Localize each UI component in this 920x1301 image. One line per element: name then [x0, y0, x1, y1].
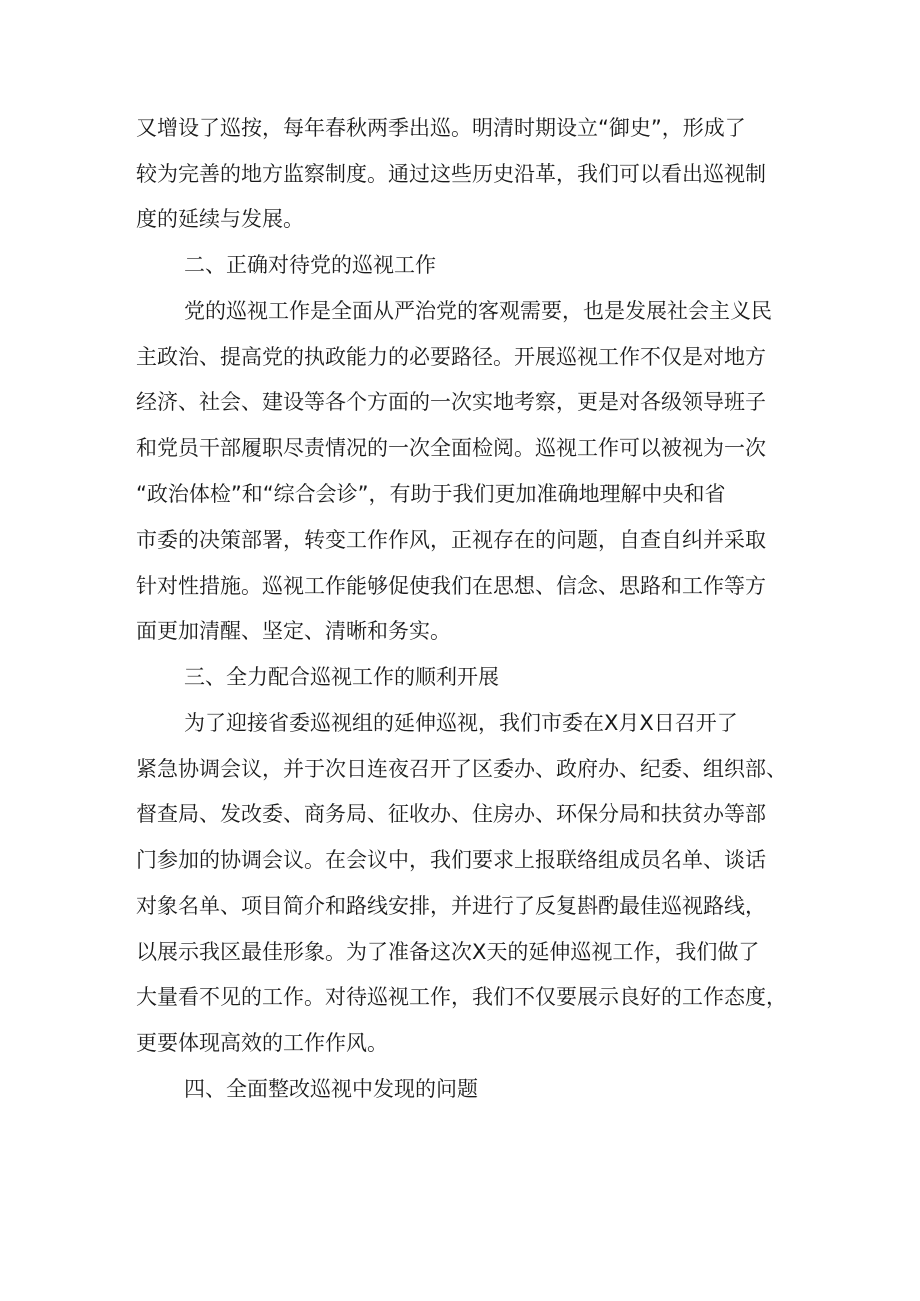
- body-text-line: 大量看不见的工作。对待巡视工作，我们不仅要展示良好的工作态度，: [136, 985, 787, 1009]
- body-text-line: 为了迎接省委巡视组的延伸巡视，我们市委在X月X日召开了: [184, 711, 738, 735]
- body-text-line: 又增设了巡按，每年春秋两季出巡。明清时期设立“御史”，形成了: [136, 116, 746, 140]
- section-heading: 二、正确对待党的巡视工作: [184, 253, 436, 277]
- body-text-line: 对象名单、项目简介和路线安排，并进行了反复斟酌最佳巡视路线，: [136, 894, 766, 918]
- body-text-line: 经济、社会、建设等各个方面的一次实地考察，更是对各级领导班子: [136, 390, 766, 414]
- body-text-line: 和党员干部履职尽责情况的一次全面检阅。巡视工作可以被视为一次: [136, 436, 766, 460]
- body-text-line: 针对性措施。巡视工作能够促使我们在思想、信念、思路和工作等方: [136, 574, 766, 598]
- body-text-line: 较为完善的地方监察制度。通过这些历史沿革，我们可以看出巡视制: [136, 162, 766, 186]
- body-text-line: 紧急协调会议，并于次日连夜召开了区委办、政府办、纪委、组织部、: [136, 757, 787, 781]
- body-text-line: 市委的决策部署，转变工作作风，正视存在的问题，自查自纠并采取: [136, 528, 766, 552]
- body-text-line: 度的延续与发展。: [136, 207, 304, 231]
- body-text-line: 面更加清醒、坚定、清晰和务实。: [136, 619, 451, 643]
- body-text-line: “政治体检”和“综合会诊”，有助于我们更加准确地理解中央和省: [136, 482, 726, 506]
- body-text-line: 更要体现高效的工作作风。: [136, 1031, 388, 1055]
- body-text-line: 门参加的协调会议。在会议中，我们要求上报联络组成员名单、谈话: [136, 848, 766, 872]
- body-text-line: 以展示我区最佳形象。为了准备这次X天的延伸巡视工作，我们做了: [136, 940, 760, 964]
- body-text-line: 督查局、发改委、商务局、征收办、住房办、环保分局和扶贫办等部: [136, 802, 766, 826]
- section-heading: 四、全面整改巡视中发现的问题: [184, 1077, 478, 1101]
- section-heading: 三、全力配合巡视工作的顺利开展: [184, 665, 499, 689]
- body-text-line: 党的巡视工作是全面从严治党的客观需要，也是发展社会主义民: [184, 299, 772, 323]
- body-text-line: 主政治、提高党的执政能力的必要路径。开展巡视工作不仅是对地方: [136, 345, 766, 369]
